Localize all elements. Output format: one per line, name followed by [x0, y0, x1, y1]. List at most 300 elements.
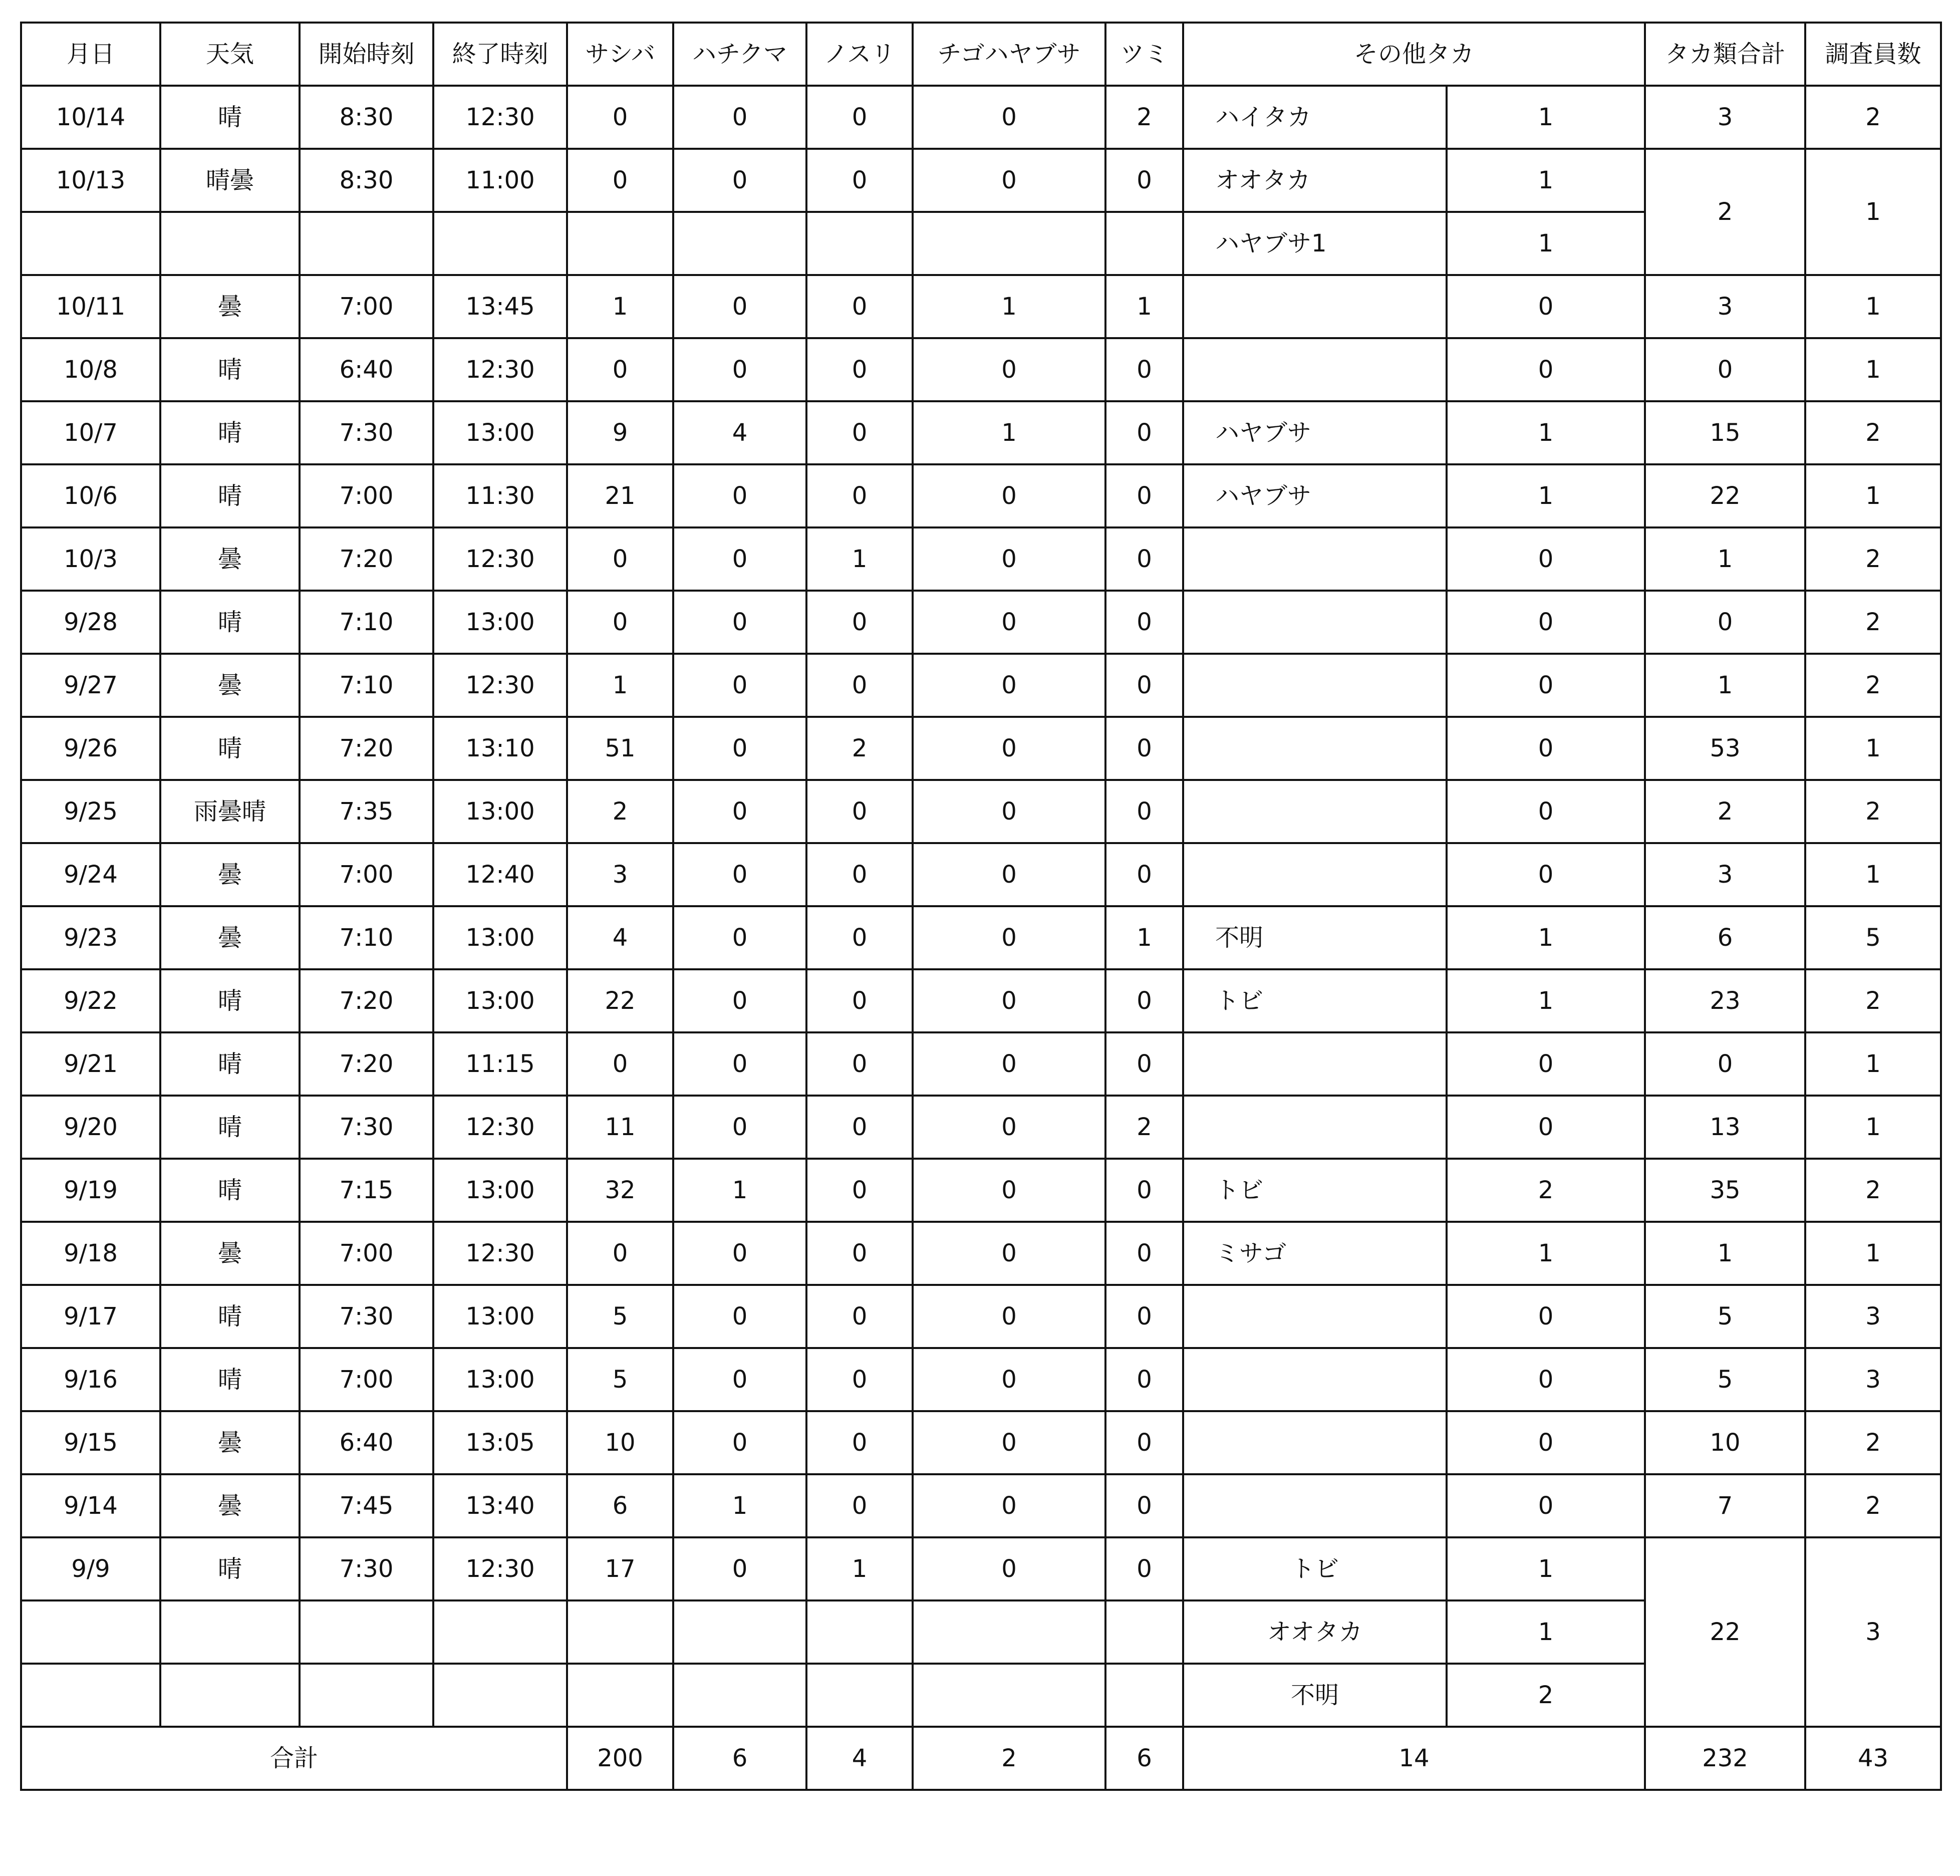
- start-time-cell-empty: [300, 1664, 433, 1727]
- date-cell: 9/27: [21, 654, 160, 717]
- table-row: [21, 969, 1941, 1032]
- nosuri-cell: 1: [806, 1537, 913, 1600]
- date-cell: 9/15: [21, 1411, 160, 1474]
- tsumi-cell: 0: [1105, 780, 1183, 843]
- table-row: [21, 717, 1941, 780]
- sashiba-cell: 0: [567, 338, 673, 401]
- hachikuma-cell: 0: [673, 906, 806, 969]
- table-body: [21, 86, 1941, 1727]
- hawk-total-cell: 5: [1645, 1285, 1805, 1348]
- other-hawk-count: 0: [1447, 527, 1645, 591]
- start-time-cell: 6:40: [300, 1411, 433, 1474]
- tsumi-cell: 0: [1105, 1474, 1183, 1537]
- sashiba-cell: 5: [567, 1285, 673, 1348]
- other-hawk-count: 1: [1447, 1222, 1645, 1285]
- tsumi-cell: 0: [1105, 717, 1183, 780]
- date-cell-empty: [21, 212, 160, 275]
- chigohayabusa-cell: 0: [913, 464, 1105, 527]
- chigohayabusa-cell: 0: [913, 1159, 1105, 1222]
- tsumi-cell: 0: [1105, 464, 1183, 527]
- table-row: [21, 149, 1941, 212]
- hawk-total-cell: 0: [1645, 1032, 1805, 1096]
- nosuri-cell: 0: [806, 843, 913, 906]
- tsumi-cell: 0: [1105, 969, 1183, 1032]
- other-hawk-name: [1183, 1032, 1447, 1096]
- hachikuma-cell-empty: [673, 212, 806, 275]
- hachikuma-cell: 0: [673, 464, 806, 527]
- sashiba-cell: 51: [567, 717, 673, 780]
- chigohayabusa-cell: 1: [913, 275, 1105, 338]
- table-row: [21, 1474, 1941, 1537]
- hawk-total-cell: 5: [1645, 1348, 1805, 1411]
- hachikuma-cell: 0: [673, 843, 806, 906]
- end-time-cell: 13:00: [433, 401, 567, 464]
- other-hawk-count: 0: [1447, 275, 1645, 338]
- other-hawk-name: 不明: [1183, 1664, 1447, 1727]
- table-row: [21, 275, 1941, 338]
- hawk-total-cell: 3: [1645, 275, 1805, 338]
- hachikuma-cell: 0: [673, 1032, 806, 1096]
- date-cell: 9/28: [21, 591, 160, 654]
- sashiba-cell: 1: [567, 275, 673, 338]
- hachikuma-cell: 0: [673, 86, 806, 149]
- nosuri-cell: 0: [806, 1411, 913, 1474]
- header-other-hawks: その他タカ: [1183, 23, 1645, 86]
- other-hawk-name: 不明: [1183, 906, 1447, 969]
- weather-cell: 晴曇: [160, 149, 300, 212]
- hawk-total-cell: 2: [1645, 149, 1805, 275]
- hachikuma-cell: 0: [673, 149, 806, 212]
- header-nosuri: ノスリ: [806, 23, 913, 86]
- hachikuma-cell: 0: [673, 275, 806, 338]
- table-row: [21, 591, 1941, 654]
- surveyors-cell: 3: [1805, 1348, 1941, 1411]
- nosuri-cell: 0: [806, 1474, 913, 1537]
- end-time-cell: 12:30: [433, 1222, 567, 1285]
- hawk-total-cell: 0: [1645, 591, 1805, 654]
- hawk-total-cell: 13: [1645, 1096, 1805, 1159]
- start-time-cell: 7:00: [300, 1348, 433, 1411]
- totals-row: [21, 1727, 1941, 1790]
- start-time-cell: 7:00: [300, 843, 433, 906]
- date-cell: 9/16: [21, 1348, 160, 1411]
- chigohayabusa-cell: 0: [913, 1222, 1105, 1285]
- other-hawk-name: [1183, 1096, 1447, 1159]
- weather-cell: 晴: [160, 401, 300, 464]
- weather-cell: 曇: [160, 1222, 300, 1285]
- other-hawk-count: 1: [1447, 969, 1645, 1032]
- weather-cell: 曇: [160, 527, 300, 591]
- other-hawk-count: 1: [1447, 149, 1645, 212]
- nosuri-cell: 0: [806, 906, 913, 969]
- hachikuma-cell: 0: [673, 717, 806, 780]
- start-time-cell: 8:30: [300, 149, 433, 212]
- tsumi-cell: 0: [1105, 843, 1183, 906]
- end-time-cell: 12:30: [433, 1096, 567, 1159]
- sashiba-cell: 17: [567, 1537, 673, 1600]
- end-time-cell: 12:30: [433, 654, 567, 717]
- sashiba-cell: 2: [567, 780, 673, 843]
- sashiba-cell: 4: [567, 906, 673, 969]
- weather-cell-empty: [160, 1600, 300, 1664]
- table-row: [21, 338, 1941, 401]
- other-hawk-count: 2: [1447, 1159, 1645, 1222]
- header-hachikuma: ハチクマ: [673, 23, 806, 86]
- chigohayabusa-cell-empty: [913, 1600, 1105, 1664]
- chigohayabusa-cell: 0: [913, 1032, 1105, 1096]
- weather-cell: 晴: [160, 464, 300, 527]
- header-row: [21, 23, 1941, 86]
- total-sashiba: 200: [567, 1727, 673, 1790]
- hawk-total-cell: 53: [1645, 717, 1805, 780]
- chigohayabusa-cell: 0: [913, 1096, 1105, 1159]
- header-hawk-total: タカ類合計: [1645, 23, 1805, 86]
- date-cell-empty: [21, 1664, 160, 1727]
- nosuri-cell-empty: [806, 1600, 913, 1664]
- tsumi-cell: 1: [1105, 275, 1183, 338]
- table-row: [21, 464, 1941, 527]
- surveyors-cell: 1: [1805, 843, 1941, 906]
- date-cell: 10/11: [21, 275, 160, 338]
- tsumi-cell: 0: [1105, 1222, 1183, 1285]
- tsumi-cell-empty: [1105, 1664, 1183, 1727]
- other-hawk-count: 2: [1447, 1664, 1645, 1727]
- table-row: [21, 780, 1941, 843]
- weather-cell: 晴: [160, 1285, 300, 1348]
- hawk-total-cell: 3: [1645, 86, 1805, 149]
- hawk-total-cell: 2: [1645, 780, 1805, 843]
- sashiba-cell: 6: [567, 1474, 673, 1537]
- surveyors-cell: 1: [1805, 1096, 1941, 1159]
- chigohayabusa-cell: 0: [913, 1348, 1105, 1411]
- weather-cell-empty: [160, 212, 300, 275]
- date-cell: 9/14: [21, 1474, 160, 1537]
- chigohayabusa-cell: 1: [913, 401, 1105, 464]
- hachikuma-cell: 0: [673, 1222, 806, 1285]
- date-cell: 10/7: [21, 401, 160, 464]
- nosuri-cell: 0: [806, 969, 913, 1032]
- chigohayabusa-cell: 0: [913, 654, 1105, 717]
- other-hawk-count: 0: [1447, 1474, 1645, 1537]
- weather-cell: 晴: [160, 1537, 300, 1600]
- surveyors-cell: 3: [1805, 1285, 1941, 1348]
- header-weather: 天気: [160, 23, 300, 86]
- weather-cell: 晴: [160, 969, 300, 1032]
- header-end-time: 終了時刻: [433, 23, 567, 86]
- nosuri-cell: 1: [806, 527, 913, 591]
- other-hawk-count: 1: [1447, 1537, 1645, 1600]
- header-sashiba: サシバ: [567, 23, 673, 86]
- hawk-total-cell: 23: [1645, 969, 1805, 1032]
- start-time-cell: 7:45: [300, 1474, 433, 1537]
- hawk-total-cell: 22: [1645, 464, 1805, 527]
- other-hawk-count: 0: [1447, 1348, 1645, 1411]
- sashiba-cell: 32: [567, 1159, 673, 1222]
- chigohayabusa-cell: 0: [913, 843, 1105, 906]
- other-hawk-name: ハイタカ: [1183, 86, 1447, 149]
- table-row: [21, 1032, 1941, 1096]
- other-hawk-count: 0: [1447, 780, 1645, 843]
- hawk-total-cell: 6: [1645, 906, 1805, 969]
- totals-label: 合計: [21, 1727, 567, 1790]
- other-hawk-name: [1183, 338, 1447, 401]
- other-hawk-name: [1183, 717, 1447, 780]
- nosuri-cell: 0: [806, 1222, 913, 1285]
- date-cell: 9/19: [21, 1159, 160, 1222]
- sashiba-cell: 22: [567, 969, 673, 1032]
- sashiba-cell: 0: [567, 591, 673, 654]
- header-chigohayabusa: チゴハヤブサ: [913, 23, 1105, 86]
- surveyors-cell: 1: [1805, 464, 1941, 527]
- hachikuma-cell: 0: [673, 1537, 806, 1600]
- sashiba-cell: 11: [567, 1096, 673, 1159]
- weather-cell: 曇: [160, 906, 300, 969]
- hachikuma-cell-empty: [673, 1600, 806, 1664]
- start-time-cell-empty: [300, 1600, 433, 1664]
- nosuri-cell: 0: [806, 1032, 913, 1096]
- other-hawk-name: [1183, 1348, 1447, 1411]
- other-hawk-count: 0: [1447, 843, 1645, 906]
- tsumi-cell: 0: [1105, 1411, 1183, 1474]
- other-hawk-count: 1: [1447, 86, 1645, 149]
- tsumi-cell: 0: [1105, 591, 1183, 654]
- other-hawk-name: オオタカ: [1183, 1600, 1447, 1664]
- weather-cell: 曇: [160, 843, 300, 906]
- other-hawk-name: [1183, 654, 1447, 717]
- other-hawk-name: トビ: [1183, 969, 1447, 1032]
- hawk-total-cell: 35: [1645, 1159, 1805, 1222]
- nosuri-cell: 2: [806, 717, 913, 780]
- header-date: 月日: [21, 23, 160, 86]
- chigohayabusa-cell: 0: [913, 1537, 1105, 1600]
- nosuri-cell: 0: [806, 1096, 913, 1159]
- hawk-total-cell: 1: [1645, 654, 1805, 717]
- surveyors-cell: 2: [1805, 86, 1941, 149]
- hawk-total-cell: 1: [1645, 1222, 1805, 1285]
- other-hawk-name: [1183, 1285, 1447, 1348]
- hawk-total-cell: 10: [1645, 1411, 1805, 1474]
- hachikuma-cell: 0: [673, 591, 806, 654]
- nosuri-cell: 0: [806, 1348, 913, 1411]
- hawk-total-cell: 3: [1645, 843, 1805, 906]
- other-hawk-count: 1: [1447, 464, 1645, 527]
- sashiba-cell: 0: [567, 1222, 673, 1285]
- hachikuma-cell: 0: [673, 969, 806, 1032]
- total-nosuri: 4: [806, 1727, 913, 1790]
- tsumi-cell: 0: [1105, 1285, 1183, 1348]
- chigohayabusa-cell: 0: [913, 338, 1105, 401]
- surveyors-cell: 1: [1805, 1032, 1941, 1096]
- nosuri-cell: 0: [806, 1159, 913, 1222]
- chigohayabusa-cell: 0: [913, 1285, 1105, 1348]
- start-time-cell: 7:30: [300, 1096, 433, 1159]
- end-time-cell-empty: [433, 1600, 567, 1664]
- table-row: [21, 1411, 1941, 1474]
- start-time-cell: 7:30: [300, 1285, 433, 1348]
- tsumi-cell-empty: [1105, 1600, 1183, 1664]
- hachikuma-cell: 0: [673, 1285, 806, 1348]
- chigohayabusa-cell: 0: [913, 969, 1105, 1032]
- other-hawk-count: 0: [1447, 1096, 1645, 1159]
- surveyors-cell: 5: [1805, 906, 1941, 969]
- chigohayabusa-cell-empty: [913, 212, 1105, 275]
- start-time-cell: 8:30: [300, 86, 433, 149]
- weather-cell: 晴: [160, 591, 300, 654]
- hachikuma-cell: 0: [673, 1348, 806, 1411]
- chigohayabusa-cell: 0: [913, 717, 1105, 780]
- tsumi-cell: 0: [1105, 1348, 1183, 1411]
- surveyors-cell: 3: [1805, 1537, 1941, 1727]
- nosuri-cell: 0: [806, 1285, 913, 1348]
- date-cell: 9/21: [21, 1032, 160, 1096]
- weather-cell: 晴: [160, 338, 300, 401]
- surveyors-cell: 2: [1805, 527, 1941, 591]
- tsumi-cell: 0: [1105, 1032, 1183, 1096]
- total-surveyors: 43: [1805, 1727, 1941, 1790]
- surveyors-cell: 2: [1805, 654, 1941, 717]
- other-hawk-count: 1: [1447, 212, 1645, 275]
- surveyors-cell: 2: [1805, 1411, 1941, 1474]
- surveyors-cell: 1: [1805, 717, 1941, 780]
- start-time-cell: 7:20: [300, 1032, 433, 1096]
- end-time-cell: 12:30: [433, 527, 567, 591]
- weather-cell: 曇: [160, 654, 300, 717]
- other-hawk-count: 1: [1447, 906, 1645, 969]
- tsumi-cell: 0: [1105, 1159, 1183, 1222]
- other-hawk-count: 1: [1447, 401, 1645, 464]
- other-hawk-name: トビ: [1183, 1537, 1447, 1600]
- end-time-cell: 11:30: [433, 464, 567, 527]
- hachikuma-cell-empty: [673, 1664, 806, 1727]
- end-time-cell: 13:00: [433, 969, 567, 1032]
- start-time-cell: 7:00: [300, 464, 433, 527]
- end-time-cell-empty: [433, 212, 567, 275]
- tsumi-cell: 0: [1105, 1537, 1183, 1600]
- weather-cell: 晴: [160, 86, 300, 149]
- other-hawk-name: [1183, 1474, 1447, 1537]
- date-cell: 9/23: [21, 906, 160, 969]
- other-hawk-count: 1: [1447, 1600, 1645, 1664]
- chigohayabusa-cell: 0: [913, 780, 1105, 843]
- chigohayabusa-cell: 0: [913, 149, 1105, 212]
- other-hawk-count: 0: [1447, 717, 1645, 780]
- start-time-cell: 7:20: [300, 717, 433, 780]
- sashiba-cell: 5: [567, 1348, 673, 1411]
- date-cell: 10/13: [21, 149, 160, 212]
- sashiba-cell-empty: [567, 1600, 673, 1664]
- weather-cell: 曇: [160, 1411, 300, 1474]
- sashiba-cell: 0: [567, 86, 673, 149]
- total-hachikuma: 6: [673, 1727, 806, 1790]
- start-time-cell: 7:35: [300, 780, 433, 843]
- tsumi-cell: 2: [1105, 86, 1183, 149]
- other-hawk-name: [1183, 780, 1447, 843]
- table-row: [21, 1285, 1941, 1348]
- hachikuma-cell: 0: [673, 338, 806, 401]
- nosuri-cell-empty: [806, 212, 913, 275]
- other-hawk-name: オオタカ: [1183, 149, 1447, 212]
- hawk-survey-table: [20, 22, 1942, 1791]
- surveyors-cell: 2: [1805, 1159, 1941, 1222]
- hachikuma-cell: 0: [673, 654, 806, 717]
- start-time-cell: 7:10: [300, 654, 433, 717]
- table-row: [21, 401, 1941, 464]
- start-time-cell: 7:10: [300, 591, 433, 654]
- surveyors-cell: 2: [1805, 401, 1941, 464]
- nosuri-cell: 0: [806, 86, 913, 149]
- end-time-cell: 13:00: [433, 780, 567, 843]
- date-cell: 9/20: [21, 1096, 160, 1159]
- nosuri-cell: 0: [806, 275, 913, 338]
- hachikuma-cell: 0: [673, 1096, 806, 1159]
- table-row: [21, 1096, 1941, 1159]
- surveyors-cell: 2: [1805, 1474, 1941, 1537]
- other-hawk-name: ハヤブサ: [1183, 401, 1447, 464]
- sashiba-cell: 0: [567, 527, 673, 591]
- end-time-cell: 13:00: [433, 1285, 567, 1348]
- start-time-cell: 7:00: [300, 275, 433, 338]
- sashiba-cell: 0: [567, 1032, 673, 1096]
- end-time-cell-empty: [433, 1664, 567, 1727]
- other-hawk-name: [1183, 275, 1447, 338]
- other-hawk-count: 0: [1447, 338, 1645, 401]
- nosuri-cell: 0: [806, 338, 913, 401]
- end-time-cell: 13:00: [433, 1348, 567, 1411]
- start-time-cell-empty: [300, 212, 433, 275]
- nosuri-cell-empty: [806, 1664, 913, 1727]
- date-cell: 9/9: [21, 1537, 160, 1600]
- other-hawk-name: [1183, 1411, 1447, 1474]
- sashiba-cell: 1: [567, 654, 673, 717]
- end-time-cell: 12:30: [433, 338, 567, 401]
- surveyors-cell: 1: [1805, 149, 1941, 275]
- surveyors-cell: 2: [1805, 591, 1941, 654]
- tsumi-cell: 0: [1105, 401, 1183, 464]
- end-time-cell: 13:00: [433, 591, 567, 654]
- tsumi-cell: 0: [1105, 338, 1183, 401]
- table-row: [21, 843, 1941, 906]
- other-hawk-name: ミサゴ: [1183, 1222, 1447, 1285]
- end-time-cell: 13:00: [433, 906, 567, 969]
- weather-cell: 雨曇晴: [160, 780, 300, 843]
- end-time-cell: 13:05: [433, 1411, 567, 1474]
- table-row: [21, 1348, 1941, 1411]
- end-time-cell: 11:00: [433, 149, 567, 212]
- hawk-total-cell: 0: [1645, 338, 1805, 401]
- hawk-total-cell: 22: [1645, 1537, 1805, 1727]
- chigohayabusa-cell: 0: [913, 1411, 1105, 1474]
- other-hawk-count: 0: [1447, 654, 1645, 717]
- other-hawk-name: [1183, 527, 1447, 591]
- weather-cell: 晴: [160, 717, 300, 780]
- tsumi-cell-empty: [1105, 212, 1183, 275]
- sashiba-cell: 21: [567, 464, 673, 527]
- sashiba-cell: 10: [567, 1411, 673, 1474]
- weather-cell: 晴: [160, 1348, 300, 1411]
- hawk-total-cell: 15: [1645, 401, 1805, 464]
- date-cell: 9/18: [21, 1222, 160, 1285]
- table-row: [21, 527, 1941, 591]
- other-hawk-name: [1183, 591, 1447, 654]
- end-time-cell: 13:00: [433, 1159, 567, 1222]
- start-time-cell: 7:20: [300, 527, 433, 591]
- tsumi-cell: 0: [1105, 654, 1183, 717]
- hawk-total-cell: 1: [1645, 527, 1805, 591]
- other-hawk-name: トビ: [1183, 1159, 1447, 1222]
- date-cell: 9/24: [21, 843, 160, 906]
- sashiba-cell-empty: [567, 212, 673, 275]
- date-cell: 9/22: [21, 969, 160, 1032]
